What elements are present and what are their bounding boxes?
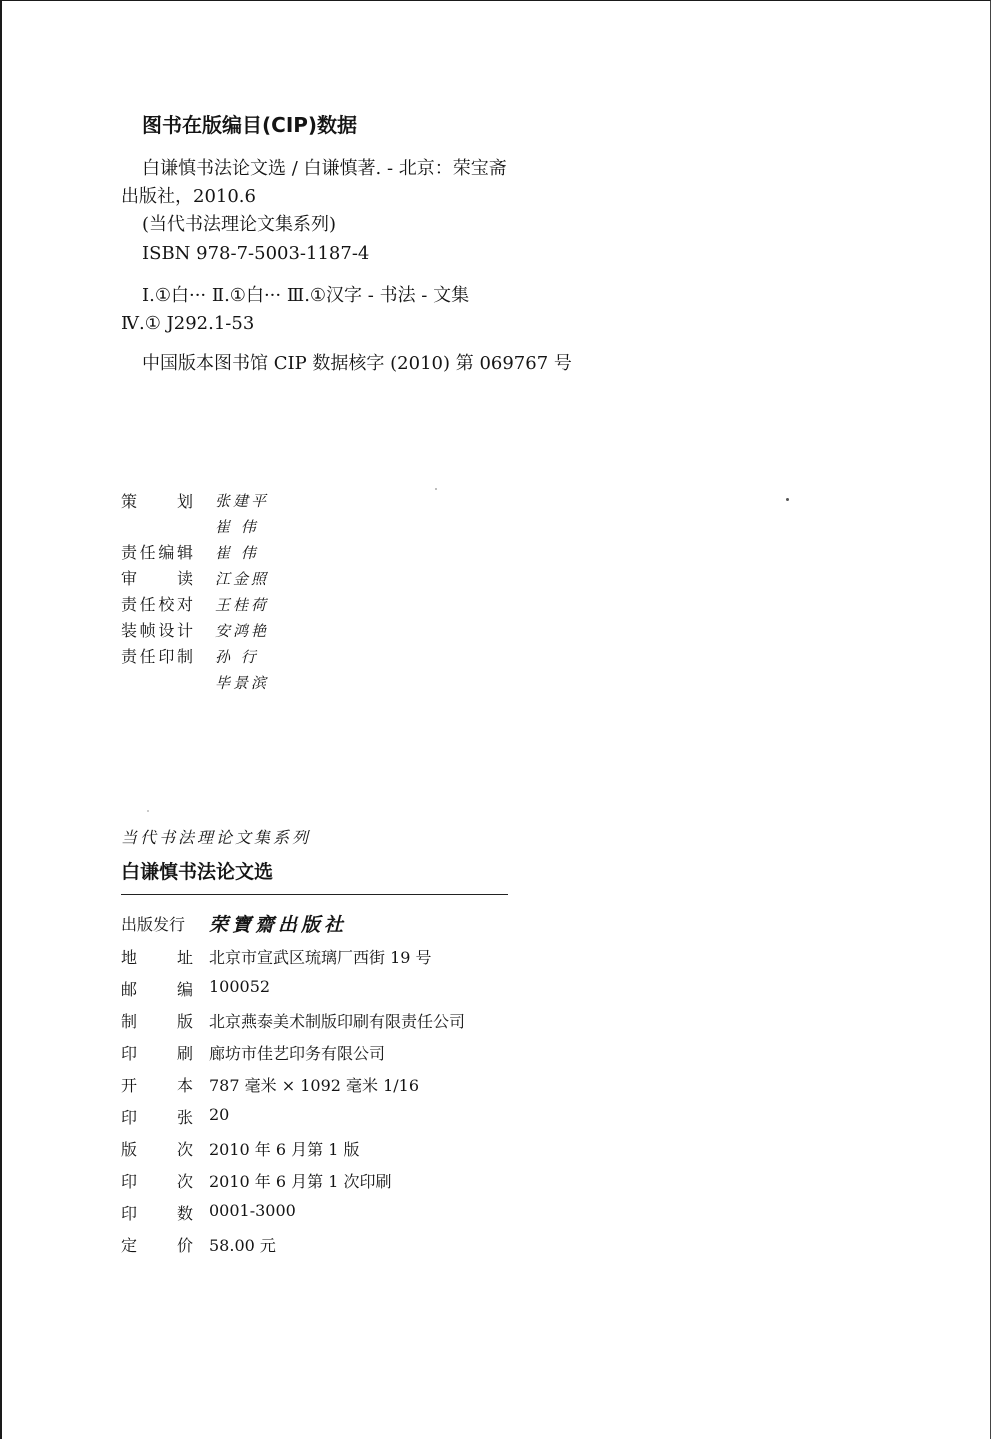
scan-speck	[147, 810, 149, 812]
cip-classification-2: Ⅳ.① J292.1-53	[121, 313, 255, 334]
pub-label-print-run: 印 数	[121, 1204, 193, 1223]
pub-label-printer: 印 刷	[121, 1044, 193, 1063]
credit-value-planning-2: 崔 伟	[215, 518, 259, 536]
pub-label-edition: 版 次	[121, 1140, 193, 1159]
cip-title: 图书在版编目(CIP)数据	[142, 113, 358, 137]
credit-label-proofreader: 责 任 校 对	[121, 595, 193, 614]
credit-value-proofreader: 王桂荷	[215, 596, 270, 614]
pub-value-edition: 2010 年 6 月第 1 版	[209, 1140, 360, 1159]
credit-label-printing-supervisor: 责 任 印 制	[121, 647, 193, 666]
credit-label-editor: 责 任 编 辑	[121, 543, 193, 562]
cip-line-2: 出版社，2010.6	[121, 186, 256, 207]
pub-value-postcode: 100052	[209, 977, 271, 996]
scan-speck	[435, 488, 437, 490]
pub-label-price: 定 价	[121, 1236, 193, 1255]
pub-label-plate-making: 制 版	[121, 1012, 193, 1031]
pub-label-publisher: 出版发行	[121, 915, 186, 934]
pub-value-format: 787 毫米 × 1092 毫米 1/16	[209, 1076, 420, 1095]
credit-value-planning-1: 张建平	[215, 492, 270, 510]
title-divider	[121, 894, 508, 895]
pub-value-plate-making: 北京燕泰美术制版印刷有限责任公司	[209, 1012, 466, 1031]
pub-value-publisher: 荣寶齋出版社	[209, 914, 348, 936]
credit-label-planning: 策 划	[121, 492, 193, 511]
pub-label-impression: 印 次	[121, 1172, 193, 1191]
pub-value-printer: 廊坊市佳艺印务有限公司	[209, 1044, 386, 1063]
cip-classification-1: Ⅰ.①白··· Ⅱ.①白··· Ⅲ.①汉字 - 书法 - 文集	[142, 285, 470, 306]
cip-record-number: 中国版本图书馆 CIP 数据核字 (2010) 第 069767 号	[142, 353, 572, 374]
credit-label-designer: 装 帧 设 计	[121, 621, 193, 640]
cip-isbn: ISBN 978-7-5003-1187-4	[142, 243, 370, 264]
pub-label-sheets: 印 张	[121, 1108, 193, 1127]
book-title: 白谦慎书法论文选	[121, 861, 274, 883]
pub-value-print-run: 0001-3000	[209, 1201, 296, 1220]
pub-label-address: 地 址	[121, 948, 193, 967]
pub-label-format: 开 本	[121, 1076, 193, 1095]
credit-value-editor: 崔 伟	[215, 544, 259, 562]
credit-value-reviewer: 江金照	[215, 570, 270, 588]
pub-value-sheets: 20	[209, 1105, 230, 1124]
pub-value-impression: 2010 年 6 月第 1 次印刷	[209, 1172, 392, 1191]
credit-value-printing-supervisor-1: 孙 行	[215, 648, 259, 666]
series-name: 当代书法理论文集系列	[121, 828, 312, 847]
pub-value-address: 北京市宣武区琉璃厂西街 19 号	[209, 948, 432, 967]
cip-series: (当代书法理论文集系列)	[142, 214, 337, 235]
credit-label-reviewer: 审 读	[121, 569, 193, 588]
pub-value-price: 58.00 元	[209, 1236, 276, 1255]
credit-value-printing-supervisor-2: 毕景滨	[215, 674, 270, 692]
pub-label-postcode: 邮 编	[121, 980, 193, 999]
credit-value-designer: 安鸿艳	[215, 622, 270, 640]
scan-speck	[786, 498, 789, 501]
cip-line-1: 白谦慎书法论文选 / 白谦慎著. - 北京：荣宝斋	[142, 158, 507, 179]
